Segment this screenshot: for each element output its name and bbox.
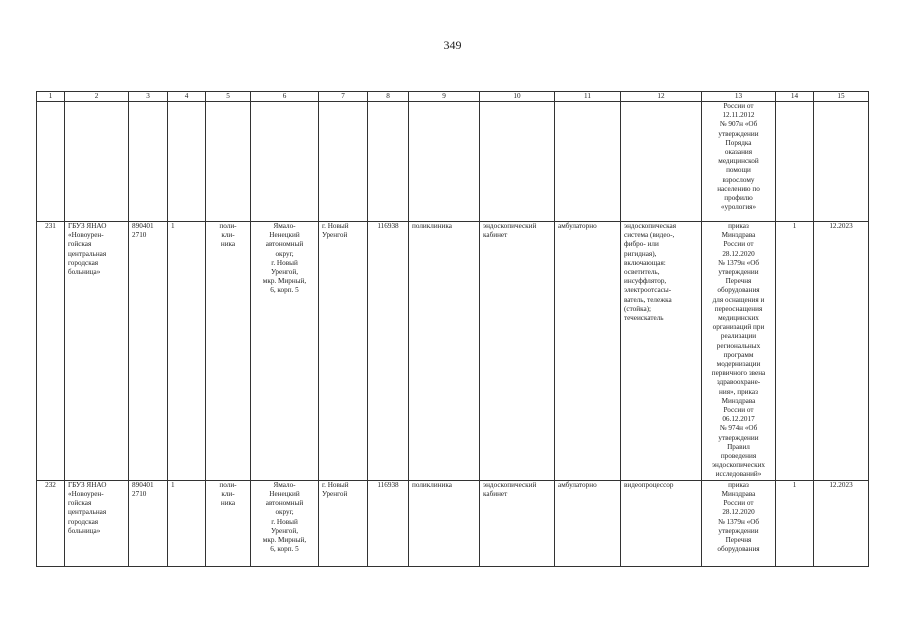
normative-act-cell [702,480,776,566]
text-line: «урология» [720,203,757,212]
column-number: 1 [37,92,65,102]
text-line: утверждении [718,433,759,442]
text-line: ника [220,240,236,249]
registry-table [36,91,869,567]
text-line: утверждении [718,129,759,138]
text-line: № 1379н «Об [717,517,760,526]
text-line: населению по [717,184,760,193]
text-line: Перечня [725,535,752,544]
text-line: России от [723,499,754,508]
text-line: 06.12.2017 [722,415,755,424]
text-line: фибро- или [624,240,659,249]
date-cell: 12.2023 [814,480,869,566]
table-cell: 1 [168,222,206,481]
text-line: эндоскопическая [624,222,677,230]
text-line: течеискатель [624,314,664,323]
table-cell [251,102,319,222]
text-line: организаций при [712,323,765,332]
text-line: 12.11.2012 [722,111,755,120]
text-line: Ямало- [273,222,296,230]
text-line: оборудования [717,286,760,295]
text-line: больница» [68,526,101,535]
text-line: реализации [720,332,757,341]
text-line: 6, корп. 5 [270,545,299,554]
column-number: 11 [555,92,621,102]
column-number: 7 [319,92,368,102]
text-line: Правил [727,442,750,451]
normative-act-cell [702,222,776,481]
text-line: кли- [221,231,235,240]
text-line: Ненецкий [269,489,300,498]
text-line: 890401 [132,222,154,230]
text-line: осветитель, [624,268,660,277]
address-cell [251,222,319,481]
text-line: России от [723,102,754,110]
text-line: региональных [716,341,761,350]
text-line: округ, [275,508,294,517]
table-cell [621,102,702,222]
text-line: ГБУЗ ЯНАО [68,222,107,230]
inn-cell [129,222,168,481]
text-line: включающая: [624,258,666,267]
text-line: мкр. Мирный, [262,535,307,544]
text-line: оборудования [717,545,760,554]
text-line: ГБУЗ ЯНАО [68,480,107,489]
text-line: г. Новый [271,517,298,526]
text-line: электроотсасы- [624,286,672,295]
department-cell: поликлиника [409,480,480,566]
text-line: Уренгой [322,231,348,240]
text-line: № 1379н «Об [717,258,760,267]
text-line: Минздрава [721,489,756,498]
city-cell [319,480,368,566]
text-line: эндоскопических [711,461,766,470]
text-line: ватель, тележка [624,295,672,304]
table-cell: 1 [168,480,206,566]
text-line: эндоскопический [483,222,537,230]
text-line: ригидная), [624,249,657,258]
text-line: 28.12.2020 [722,249,755,258]
text-line: кабинет [483,489,508,498]
text-line: исследований» [715,470,762,479]
text-line: городская [68,258,99,267]
text-line: «Новоурен- [68,231,104,240]
text-line: гойская [68,240,92,249]
text-line: Перечня [725,277,752,286]
table-cell [814,102,869,222]
normative-act-cell [702,102,776,222]
organization-cell [65,222,129,481]
quantity-cell: 1 [776,480,814,566]
quantity-cell: 1 [776,222,814,481]
text-line: 890401 [132,480,154,489]
code-cell: 116938 [368,222,409,481]
text-line: приказ [728,222,749,230]
room-cell [480,222,555,481]
row-number-cell: 232 [37,480,65,566]
page-number: 349 [443,38,462,52]
city-cell [319,222,368,481]
text-line: 2710 [132,489,147,498]
care-mode-cell: амбулаторно [555,222,621,481]
text-line: больница» [68,268,101,277]
table-cell [368,102,409,222]
column-number: 2 [65,92,129,102]
unit-type-cell [206,222,251,481]
inn-cell [129,480,168,566]
text-line: 28.12.2020 [722,508,755,517]
department-cell: поликлиника [409,222,480,481]
text-line: переоснащения [714,304,763,313]
column-number: 13 [702,92,776,102]
text-line: Минздрава [721,231,756,240]
text-line: проведения [720,452,757,461]
text-line: ника [220,499,236,508]
text-line: программ [723,350,754,359]
text-line: взрослому [722,175,755,184]
equipment-cell [621,480,702,566]
column-number: 6 [251,92,319,102]
care-mode-cell: амбулаторно [555,480,621,566]
column-number: 5 [206,92,251,102]
text-line: медицинской [718,157,759,166]
text-line: Уренгой, [270,268,299,277]
text-line: центральная [68,249,107,258]
text-line: г. Новый [322,222,349,230]
column-number: 10 [480,92,555,102]
equipment-cell [621,222,702,481]
text-line: автономный [265,240,304,249]
text-line: медицинских [718,314,759,323]
text-line: Уренгой [322,489,348,498]
column-number: 8 [368,92,409,102]
continuation-row [37,102,869,222]
text-line: для оснащения и [712,295,765,304]
text-line: центральная [68,508,107,517]
column-number: 15 [814,92,869,102]
table-cell [65,102,129,222]
column-number: 9 [409,92,480,102]
text-line: видеопроцессор [624,480,674,489]
column-number: 4 [168,92,206,102]
text-line: автономный [265,499,304,508]
text-line: 6, корп. 5 [270,286,299,295]
text-line: помощи [726,166,751,175]
text-line: Уренгой, [270,526,299,535]
text-line: первичного звена [711,369,766,378]
text-line: гойская [68,499,92,508]
text-line: эндоскопический [483,480,537,489]
text-line: России от [723,406,754,415]
text-line: (стойка); [624,304,652,313]
text-line: № 907н «Об [719,120,758,129]
text-line: кабинет [483,231,508,240]
text-line: г. Новый [322,480,349,489]
row-number-cell: 231 [37,222,65,481]
table-row [37,222,869,481]
column-number: 14 [776,92,814,102]
text-line: округ, [275,249,294,258]
text-line: здравоохране- [716,378,761,387]
text-line: Минздрава [721,396,756,405]
text-line: поли- [219,222,237,230]
room-cell [480,480,555,566]
organization-cell [65,480,129,566]
text-line: модернизации [716,360,761,369]
text-line: утверждении [718,526,759,535]
column-number-row [37,92,869,102]
text-line: мкр. Мирный, [262,277,307,286]
text-line: Ненецкий [269,231,300,240]
text-line: поли- [219,480,237,489]
column-number: 12 [621,92,702,102]
date-cell: 12.2023 [814,222,869,481]
text-line: оказания [724,148,753,157]
table-cell [555,102,621,222]
text-line: кли- [221,489,235,498]
text-line: инсуффлятор, [624,277,667,286]
text-line: 2710 [132,231,147,240]
text-line: профилю [724,194,753,203]
text-line: система (видео-, [624,231,675,240]
unit-type-cell [206,480,251,566]
table-cell [168,102,206,222]
text-line: «Новоурен- [68,489,104,498]
text-line: приказ [728,480,749,489]
text-line: городская [68,517,99,526]
text-line: № 974н «Об [719,424,758,433]
text-line: ния», приказ [719,387,758,396]
table-row [37,480,869,566]
table-cell [776,102,814,222]
text-line: утверждении [718,268,759,277]
text-line: Ямало- [273,480,296,489]
table-cell [206,102,251,222]
text-line: России от [723,240,754,249]
table-cell [37,102,65,222]
table-cell [409,102,480,222]
address-cell [251,480,319,566]
text-line: г. Новый [271,258,298,267]
table-cell [129,102,168,222]
text-line: Порядка [725,138,752,147]
table-cell [480,102,555,222]
code-cell: 116938 [368,480,409,566]
table-cell [319,102,368,222]
column-number: 3 [129,92,168,102]
